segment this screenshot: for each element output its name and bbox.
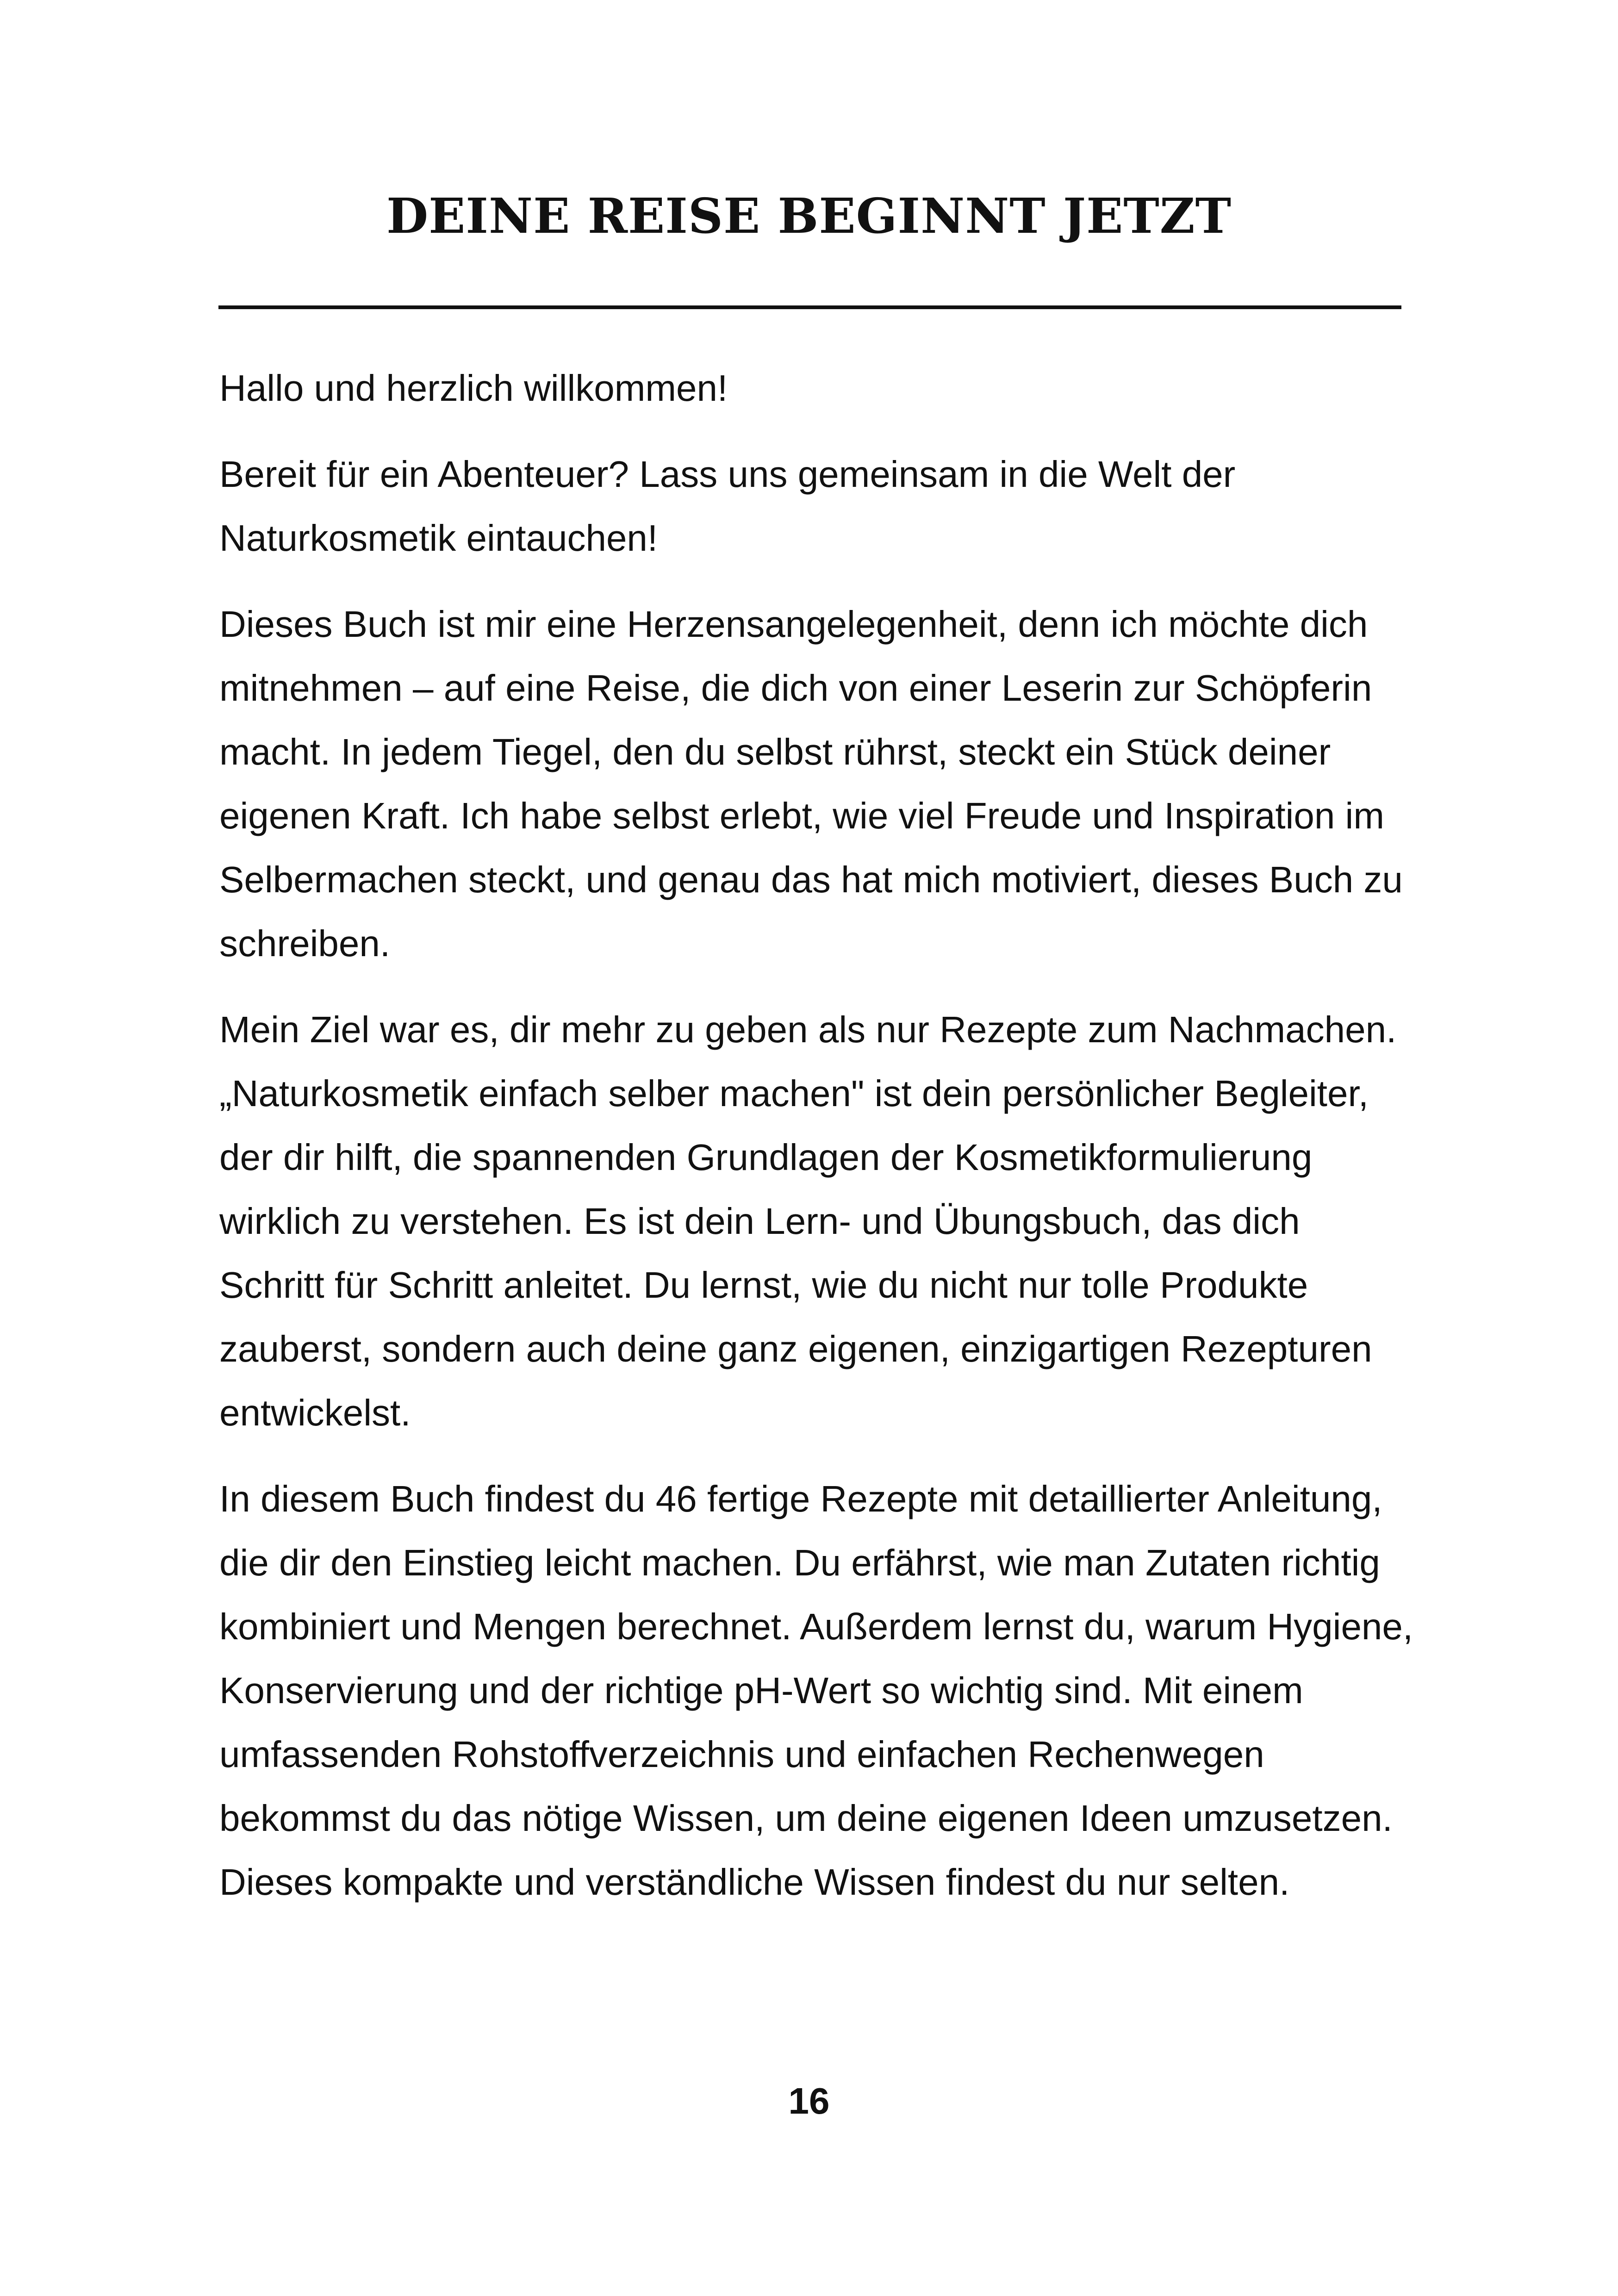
- page-number: 16: [788, 2080, 830, 2122]
- paragraph-invitation: Bereit für ein Abenteuer? Lass uns gemeinsam in die Welt der Naturkosmetik eintauchen!: [219, 454, 1236, 559]
- paragraph-motivation: Dieses Buch ist mir eine Herzensangelegenheit, denn ich möchte dich mitnehmen – auf eine Reise, die dich von einer Leserin zur Schöpferin macht. In jedem Tiegel, den du selbst rührst, steckt ein Stück deiner eigenen Kraft. Ich habe selbst erlebt, wie viel Freude und Inspiration im Selbermachen steckt, und genau das hat mich motiviert, dieses Buch zu schreiben.: [219, 604, 1403, 964]
- page-title: DEINE REISE BEGINNT JETZT: [386, 187, 1232, 244]
- paragraph-goal: Mein Ziel war es, dir mehr zu geben als nur Rezepte zum Nachmachen. „Naturkosmetik einfach selber machen" ist dein persönlicher Begleiter, der dir hilft, die spannenden Grundlagen der Kosmetikformulierung wirklich zu verstehen. Es ist dein Lern- und Übungsbuch, das dich Schritt für Schritt anleitet. Du lernst, wie du nicht nur tolle Produkte zauberst, sondern auch deine ganz eigenen, einzigartigen Rezepturen entwickelst.: [219, 1009, 1397, 1433]
- paragraph-greeting: Hallo und herzlich willkommen!: [219, 367, 728, 409]
- title-divider: [218, 305, 1401, 309]
- paragraph-contents: In diesem Buch findest du 46 fertige Rezepte mit detaillierter Anleitung, die dir den Einstieg leicht machen. Du erfährst, wie man Zutaten richtig kombiniert und Mengen berechnet. Außerdem lernst du, warum Hygiene, Konservierung und der richtige pH-Wert so wichtig sind. Mit einem umfassenden Rohstoffverzeichnis und einfachen Rechenwegen bekommst du das nötige Wissen, um deine eigenen Ideen umzusetzen. Dieses kompakte und verständliche Wissen findest du nur selten.: [219, 1478, 1413, 1903]
- body-text: [219, 356, 1413, 1936]
